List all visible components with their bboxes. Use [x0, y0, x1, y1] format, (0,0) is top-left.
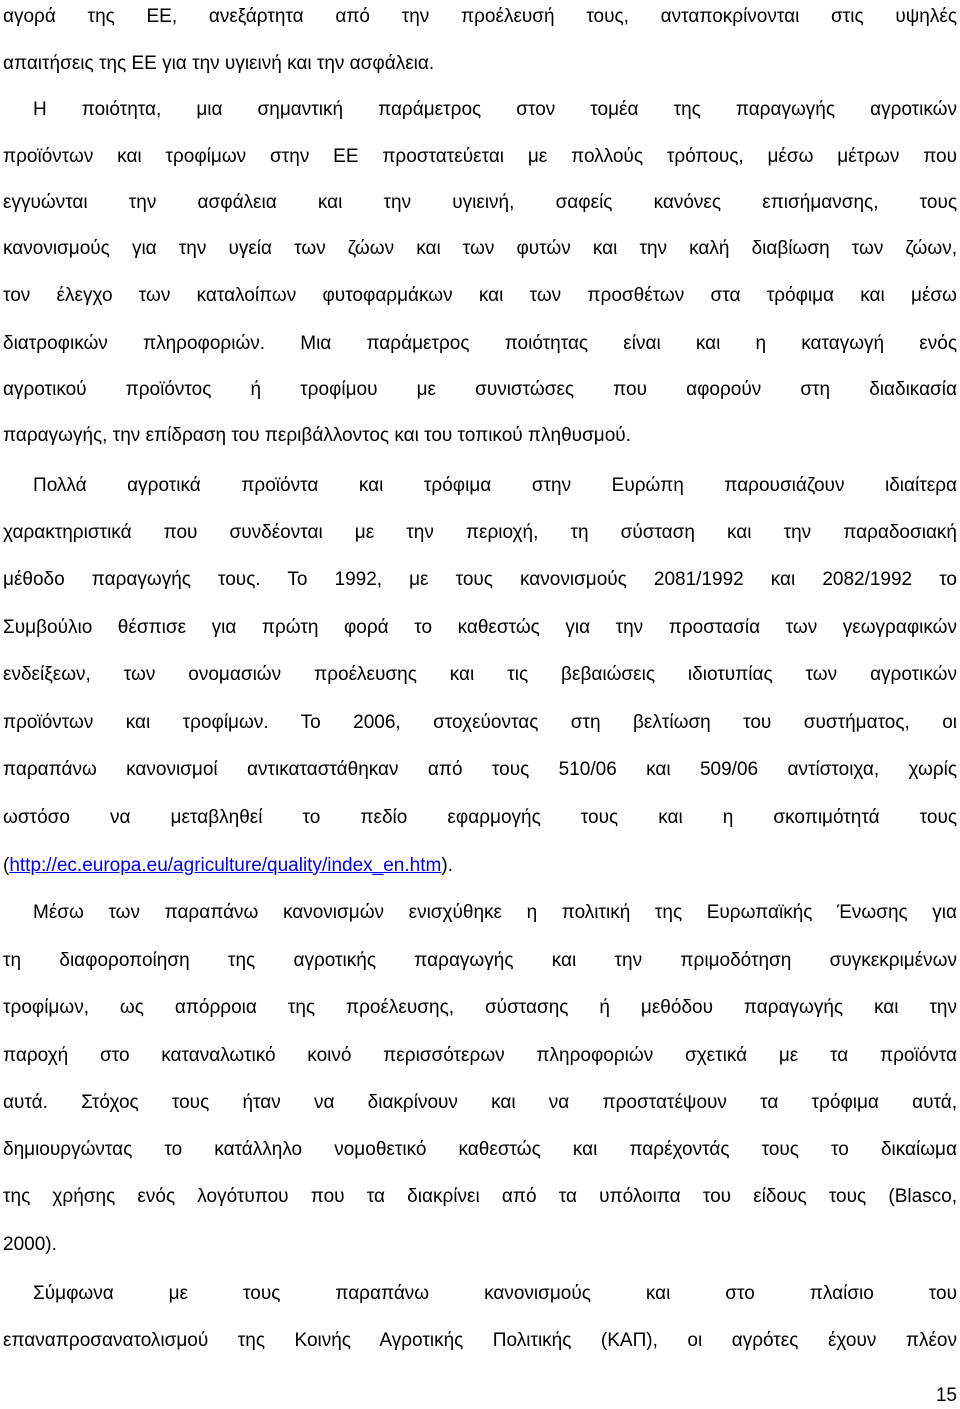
- text-line: απαιτήσεις της ΕΕ για την υγιεινή και την ασφάλεια.: [3, 53, 435, 74]
- text-line: τροφίμων, ως απόρροια της προέλευσης, σύστασης ή μεθόδου παραγωγής και την: [3, 997, 957, 1018]
- text-line: δημιουργώντας το κατάλληλο νομοθετικό καθεστώς και παρέχοντάς τους το δικαίωμα: [3, 1139, 957, 1160]
- page-number: 15: [935, 1385, 957, 1406]
- text-line: προϊόντων και τροφίμων στην ΕΕ προστατεύεται με πολλούς τρόπους, μέσω μέτρων που: [3, 146, 957, 167]
- text-line: χαρακτηριστικά που συνδέονται με την περιοχή, τη σύσταση και την παραδοσιακή: [3, 522, 957, 543]
- text-line: αγροτικού προϊόντος ή τροφίμου με συνιστώσες που αφορούν στη διαδικασία: [3, 379, 957, 400]
- paragraph-first-line: Η ποιότητα, μια σημαντική παράμετρος στον τομέα της παραγωγής αγροτικών: [33, 99, 957, 120]
- text-line: παραγωγής, την επίδραση του περιβάλλοντος και του τοπικού πληθυσμού.: [3, 425, 631, 446]
- text-line: Συμβούλιο θέσπισε για πρώτη φορά το καθεστώς για την προστασία των γεωγραφικών: [3, 617, 957, 638]
- reference-open-paren: (: [3, 855, 10, 876]
- paragraph-first-line: Μέσω των παραπάνω κανονισμών ενισχύθηκε η πολιτική της Ευρωπαϊκής Ένωσης για: [33, 902, 957, 923]
- text-line: προϊόντων και τροφίμων. Το 2006, στοχεύοντας στη βελτίωση του συστήματος, οι: [3, 712, 957, 733]
- text-line: ωστόσο να μεταβληθεί το πεδίο εφαρμογής τους και η σκοπιμότητά τους: [3, 807, 957, 828]
- text-line: παραπάνω κανονισμοί αντικαταστάθηκαν από τους 510/06 και 509/06 αντίστοιχα, χωρίς: [3, 759, 957, 780]
- text-line: παροχή στο καταναλωτικό κοινό περισσότερων πληροφοριών σχετικά με τα προϊόντα: [3, 1045, 957, 1066]
- text-line: 2000).: [3, 1234, 57, 1255]
- text-line: της χρήσης ενός λογότυπου που τα διακρίνει από τα υπόλοιπα του είδους τους (Blasco,: [3, 1186, 957, 1207]
- reference-close-paren: ).: [441, 855, 453, 876]
- text-line: τον έλεγχο των καταλοίπων φυτοφαρμάκων και των προσθέτων στα τρόφιμα και μέσω: [3, 285, 957, 306]
- text-line: μέθοδο παραγωγής τους. Το 1992, με τους κανονισμούς 2081/1992 και 2082/1992 το: [3, 569, 957, 590]
- text-line: ενδείξεων, των ονομασιών προέλευσης και τις βεβαιώσεις ιδιοτυπίας των αγροτικών: [3, 664, 957, 685]
- text-line: εγγυώνται την ασφάλεια και την υγιεινή, σαφείς κανόνες επισήμανσης, τους: [3, 192, 957, 213]
- text-line: επαναπροσανατολισμού της Κοινής Αγροτικής Πολιτικής (ΚΑΠ), οι αγρότες έχουν πλέον: [3, 1330, 957, 1351]
- text-line: κανονισμούς για την υγεία των ζώων και των φυτών και την καλή διαβίωση των ζώων,: [3, 238, 957, 259]
- text-line: τη διαφοροποίηση της αγροτικής παραγωγής και την πριμοδότηση συγκεκριμένων: [3, 950, 957, 971]
- reference-link[interactable]: http://ec.europa.eu/agriculture/quality/index_en.htm: [9, 855, 442, 876]
- reference-line: [3, 851, 957, 881]
- text-line: διατροφικών πληροφοριών. Μια παράμετρος ποιότητας είναι και η καταγωγή ενός: [3, 333, 957, 354]
- paragraph-first-line: Πολλά αγροτικά προϊόντα και τρόφιμα στην Ευρώπη παρουσιάζουν ιδιαίτερα: [33, 475, 957, 496]
- paragraph-first-line: Σύμφωνα με τους παραπάνω κανονισμούς και στο πλαίσιο του: [33, 1283, 957, 1304]
- text-line: αγορά της ΕΕ, ανεξάρτητα από την προέλευσή τους, ανταποκρίνονται στις υψηλές: [3, 6, 957, 27]
- text-line: αυτά. Στόχος τους ήταν να διακρίνουν και να προστατέψουν τα τρόφιμα αυτά,: [3, 1092, 957, 1113]
